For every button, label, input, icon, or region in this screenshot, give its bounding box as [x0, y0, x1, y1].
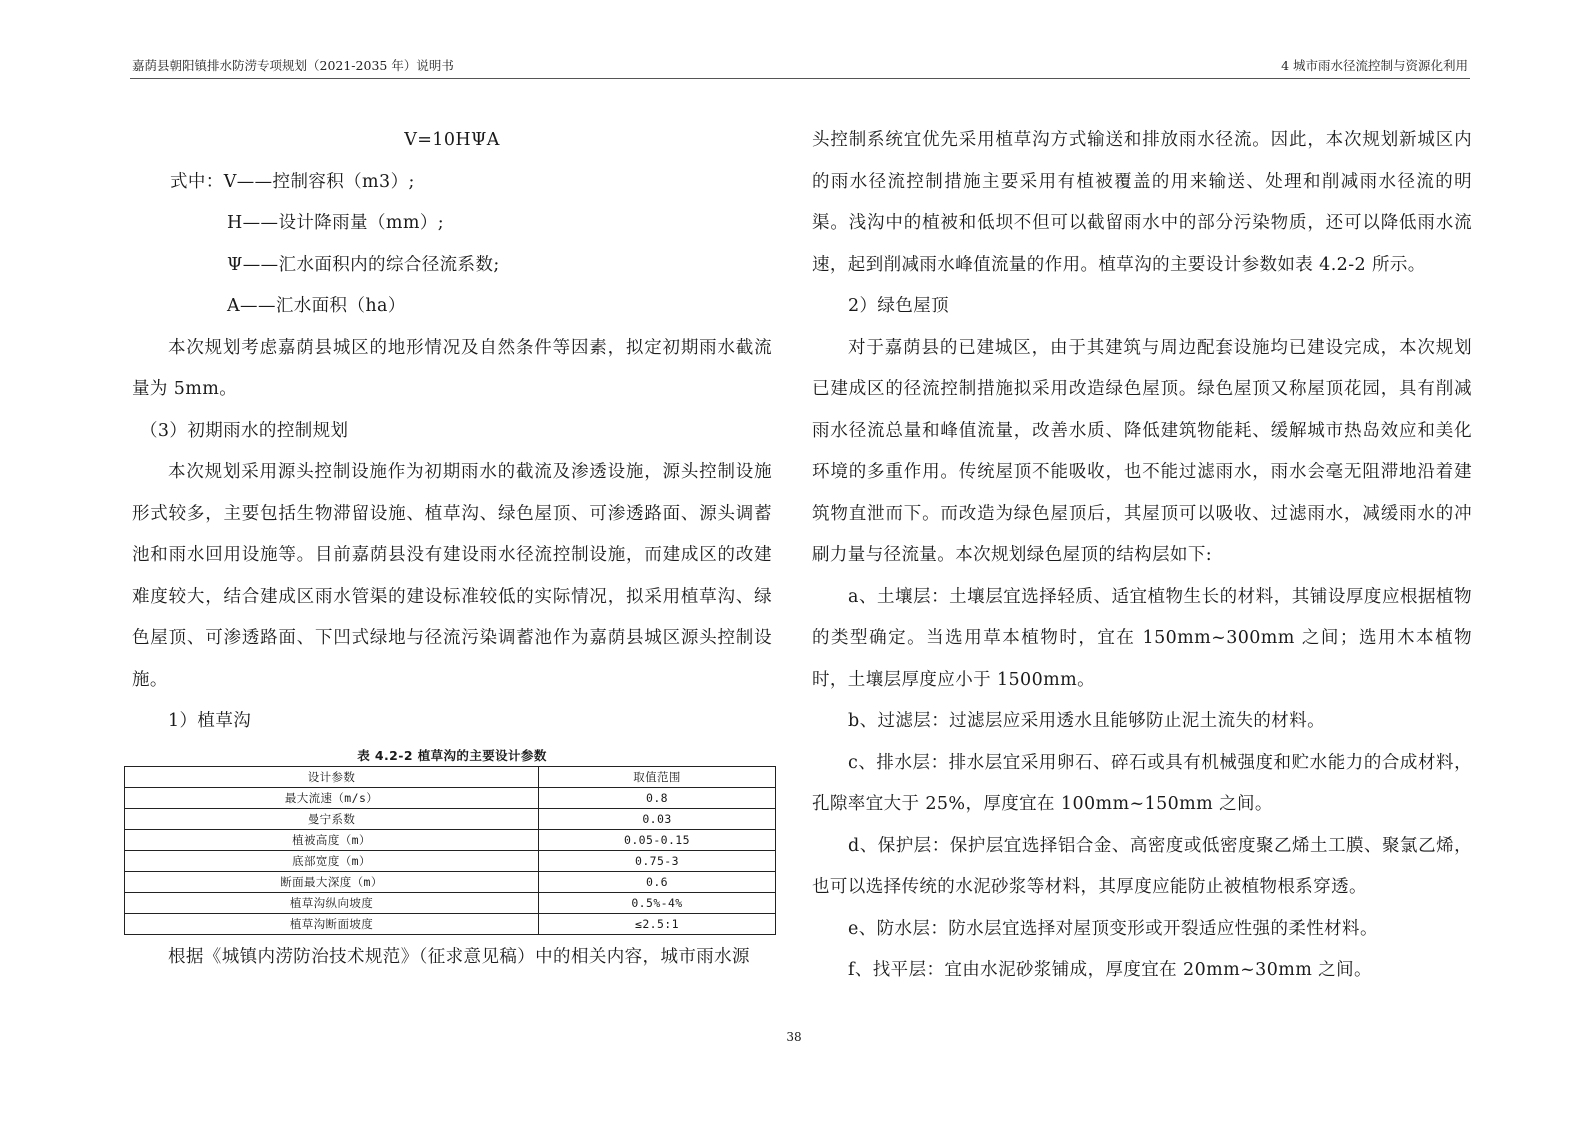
paragraph-green-roof: 对于嘉荫县的已建城区，由于其建筑与周边配套设施均已建设完成，本次规划已建成区的径流控制措施拟采用改造绿色屋顶。绿色屋顶又称屋顶花园，具有削减雨水径流总量和峰值流量，改善水质、降低建筑物能耗、缓解城市热岛效应和美化环境的多重作用。传统屋顶不能吸收，也不能过滤雨水，雨水会毫无阻滞地沿着建筑物直泄而下。而改造为绿色屋顶后，其屋顶可以吸收、过滤雨水，减缓雨水的冲刷力量与径流量。本次规划绿色屋顶的结构层如下:: [812, 337, 1472, 565]
list-item-leveling-layer: f、找平层：宜由水泥砂浆铺成，厚度宜在 20mm~30mm 之间。: [848, 960, 1372, 980]
table-row: [125, 850, 776, 871]
subheading-green-roof: 2）绿色屋顶: [848, 296, 950, 316]
table-cell-parameter: 植草沟断面坡度: [125, 913, 539, 934]
section-heading: （3）初期雨水的控制规划: [140, 420, 349, 441]
table-cell-value: ≤2.5:1: [539, 913, 776, 934]
table-cell-parameter: 植草沟纵向坡度: [125, 892, 539, 913]
table-header-parameter: 设计参数: [125, 766, 539, 787]
table-row: [125, 787, 776, 808]
paragraph-specification-reference: 根据《城镇内涝防治技术规范》（征求意见稿）中的相关内容，城市雨水源: [168, 946, 750, 967]
subheading-grass-swale: 1）植草沟: [168, 711, 252, 731]
table-cell-parameter: 断面最大深度（m）: [125, 871, 539, 892]
table-row: [125, 871, 776, 892]
list-item-soil-layer: a、土壤层：土壤层宜选择轻质、适宜植物生长的材料，其铺设厚度应根据植物的类型确定。当选用草本植物时，宜在 150mm~300mm 之间；选用木本植物时，土壤层厚度应小于 1500mm。: [812, 586, 1472, 690]
table-row: [125, 829, 776, 850]
formula: V=10HΨA: [404, 130, 500, 150]
list-item-protection-layer: d、保护层：保护层宜选择铝合金、高密度或低密度聚乙烯土工膜、聚氯乙烯，也可以选择传统的水泥砂浆等材料，其厚度应能防止被植物根系穿透。: [812, 835, 1472, 897]
table-header-row: [125, 766, 776, 787]
list-item-waterproof-layer: e、防水层：防水层宜选择对屋顶变形或开裂适应性强的柔性材料。: [848, 918, 1378, 939]
table-cell-parameter: 曼宁系数: [125, 808, 539, 829]
paragraph-interception: 本次规划考虑嘉荫县城区的地形情况及自然条件等因素，拟定初期雨水截流量为 5mm。: [132, 337, 772, 399]
table-row: [125, 913, 776, 934]
table-caption: 表 4.2-2 植草沟的主要设计参数: [357, 747, 547, 763]
definition-h: H——设计降雨量（mm）;: [227, 213, 445, 233]
definition-a: A——汇水面积（ha）: [227, 296, 406, 316]
definition-psi: Ψ——汇水面积内的综合径流系数;: [227, 254, 500, 275]
header-rule: [130, 78, 1470, 79]
page-number: 38: [786, 1030, 802, 1044]
table-cell-value: 0.05-0.15: [539, 829, 776, 850]
paragraph-source-control: 本次规划采用源头控制设施作为初期雨水的截流及渗透设施，源头控制设施形式较多，主要包括生物滞留设施、植草沟、绿色屋顶、可渗透路面、源头调蓄池和雨水回用设施等。目前嘉荫县没有建设雨水径流控制设施，而建成区的改建难度较大，结合建成区雨水管渠的建设标准较低的实际情况，拟采用植草沟、绿色屋顶、可渗透路面、下凹式绿地与径流污染调蓄池作为嘉荫县城区源头控制设施。: [132, 462, 772, 690]
table-row: [125, 892, 776, 913]
table-cell-parameter: 最大流速（m/s）: [125, 787, 539, 808]
header-chapter-title: 4 城市雨水径流控制与资源化利用: [1281, 58, 1468, 73]
table-header-range: 取值范围: [539, 766, 776, 787]
table-cell-value: 0.5%-4%: [539, 892, 776, 913]
table-cell-value: 0.6: [539, 871, 776, 892]
right-column: [812, 120, 1472, 992]
list-item-filter-layer: b、过滤层：过滤层应采用透水且能够防止泥土流失的材料。: [848, 711, 1326, 731]
header-document-title: 嘉荫县朝阳镇排水防涝专项规划（2021-2035 年）说明书: [132, 58, 454, 73]
list-item-drainage-layer: c、排水层：排水层宜采用卵石、碎石或具有机械强度和贮水能力的合成材料，孔隙率宜大于 25%，厚度宜在 100mm~150mm 之间。: [812, 752, 1472, 814]
definition-v: 式中：V——控制容积（m3）;: [170, 171, 415, 192]
left-column: [132, 120, 772, 978]
table-cell-value: 0.03: [539, 808, 776, 829]
table-row: [125, 808, 776, 829]
design-parameters-table: [124, 766, 776, 935]
paragraph-swale-continued: 头控制系统宜优先采用植草沟方式输送和排放雨水径流。因此，本次规划新城区内的雨水径流控制措施主要采用有植被覆盖的用来输送、处理和削减雨水径流的明渠。浅沟中的植被和低坝不但可以截留雨水中的部分污染物质，还可以降低雨水流速，起到削减雨水峰值流量的作用。植草沟的主要设计参数如表 4.2-2 所示。: [812, 130, 1472, 275]
table-cell-parameter: 底部宽度（m）: [125, 850, 539, 871]
table-cell-value: 0.8: [539, 787, 776, 808]
table-cell-parameter: 植被高度（m）: [125, 829, 539, 850]
table-cell-value: 0.75-3: [539, 850, 776, 871]
